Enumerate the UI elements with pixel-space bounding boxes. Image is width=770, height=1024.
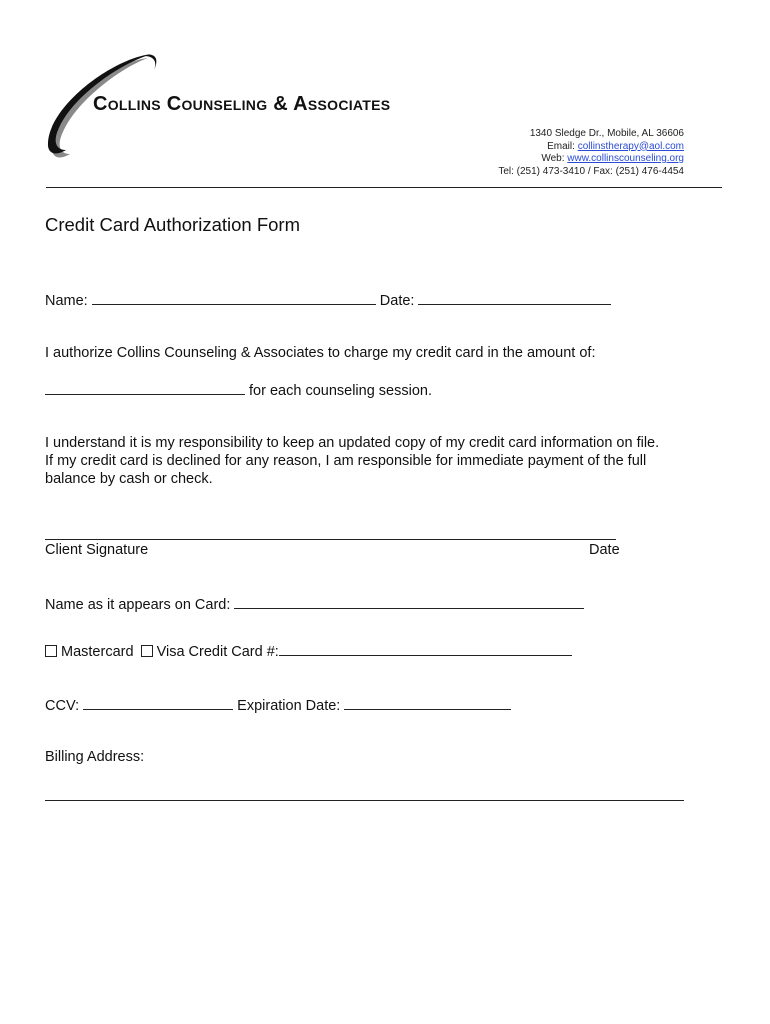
email-line — [498, 141, 684, 154]
paragraph-line: I understand it is my responsibility to keep an updated copy of my credit card information on file. — [45, 435, 660, 451]
amount-field[interactable] — [45, 381, 245, 395]
email-link[interactable]: collinstherapy@aol.com — [577, 140, 684, 152]
responsibility-paragraph — [45, 434, 715, 488]
form-title: Credit Card Authorization Form — [45, 214, 300, 235]
signature-field[interactable] — [45, 539, 616, 540]
expiration-label: Expiration Date: — [237, 698, 341, 714]
ccv-label: CCV: — [45, 698, 80, 714]
header-divider — [46, 187, 722, 188]
ccv-field[interactable] — [83, 696, 233, 710]
web-line — [498, 153, 684, 166]
date-label: Date: — [379, 293, 415, 309]
paragraph-line: If my credit card is declined for any reason, I am responsible for immediate payment of the full — [45, 453, 647, 469]
web-label: Web: — [541, 153, 565, 164]
name-on-card-line — [45, 595, 584, 613]
phone-fax: Tel: (251) 473-3410 / Fax: (251) 476-4454 — [498, 165, 684, 177]
visa-checkbox[interactable] — [141, 645, 153, 657]
name-on-card-field[interactable] — [234, 595, 584, 609]
authorize-text: I authorize Collins Counseling & Associates to charge my credit card in the amount of: — [45, 345, 596, 361]
web-link[interactable]: www.collinscounseling.org — [567, 153, 684, 164]
card-number-label: Credit Card #: — [188, 644, 279, 660]
visa-label: Visa — [156, 644, 185, 660]
ccv-expiration-line — [45, 696, 511, 714]
card-number-field[interactable] — [279, 642, 572, 656]
paragraph-line: balance by cash or check. — [45, 471, 213, 487]
amount-line — [45, 381, 432, 399]
per-session-text: for each counseling session. — [249, 383, 433, 399]
name-field[interactable] — [92, 291, 376, 305]
card-line — [45, 642, 572, 660]
billing-address-field[interactable] — [45, 800, 684, 801]
address: 1340 Sledge Dr., Mobile, AL 36606 — [529, 128, 684, 139]
client-signature-label: Client Signature — [45, 542, 149, 558]
date-field[interactable] — [418, 291, 611, 305]
expiration-field[interactable] — [344, 696, 511, 710]
signature-date-label: Date — [589, 542, 620, 558]
name-label: Name: — [45, 293, 88, 309]
company-name: Collins Counseling & Associates — [93, 93, 391, 115]
billing-address-label: Billing Address: — [45, 749, 145, 765]
contact-block — [498, 128, 684, 178]
name-date-line — [45, 291, 611, 309]
mastercard-checkbox[interactable] — [45, 645, 57, 657]
name-on-card-label: Name as it appears on Card: — [45, 597, 231, 613]
mastercard-label: Mastercard — [61, 644, 134, 660]
email-label: Email: — [547, 140, 575, 152]
